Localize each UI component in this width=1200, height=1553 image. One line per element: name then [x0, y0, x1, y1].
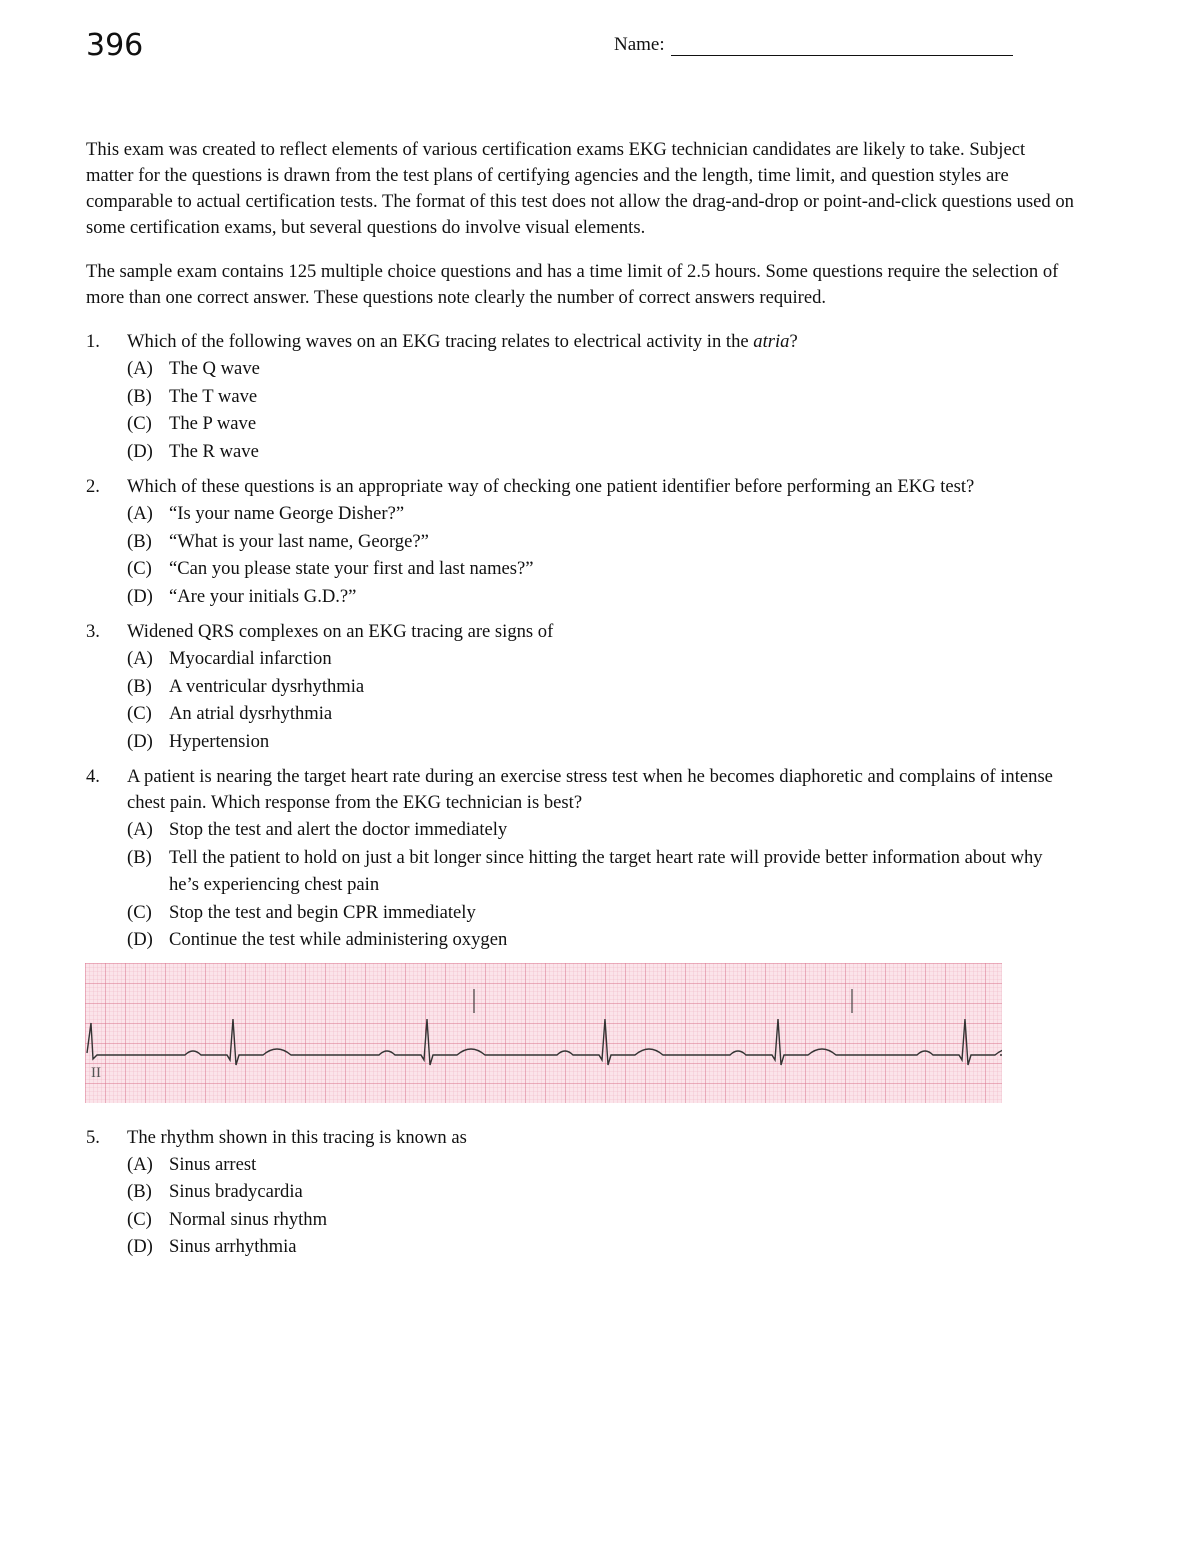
question-text: Which of the following waves on an EKG tracing relates to electrical activity in the atria?	[127, 331, 798, 352]
question-text: Widened QRS complexes on an EKG tracing are signs of	[127, 621, 554, 642]
answer-option[interactable]: (D) Sinus arrhythmia	[127, 1236, 297, 1257]
answer-option[interactable]: (B) Tell the patient to hold on just a bit longer since hitting the target heart rate will provide better information about why he’s experiencing chest pain	[127, 846, 1043, 895]
answer-option[interactable]: (C) The P wave	[127, 413, 257, 434]
answer-option[interactable]: (A) The Q wave	[127, 358, 260, 379]
answer-options	[127, 645, 1076, 755]
intro-section	[86, 137, 1076, 311]
intro-paragraph: This exam was created to reflect elements of various certification exams EKG technician candidates are likely to take. Subject matter for the questions is drawn from the test plans of certifying agencies and the length, time limit, and question styles are comparable to actual certification tests. The format of this test does not allow the drag-and-drop or point-and-click questions used on some certification exams, but several questions do involve visual elements.	[86, 139, 1074, 238]
answer-option[interactable]: (A) Sinus arrest	[127, 1153, 257, 1175]
question-4	[86, 764, 1076, 954]
answer-option[interactable]: (C) Stop the test and begin CPR immediately	[127, 901, 476, 923]
answer-option[interactable]: (B) “What is your last name, George?”	[127, 530, 429, 552]
answer-option[interactable]: (D) Continue the test while administering oxygen	[127, 929, 508, 950]
question-text: Which of these questions is an appropriate way of checking one patient identifier before performing an EKG test?	[127, 476, 975, 497]
answer-option[interactable]: (B) The T wave	[127, 385, 258, 407]
question-number: 2.	[86, 476, 100, 497]
answer-options	[127, 1151, 1076, 1261]
answer-option[interactable]: (A) Stop the test and alert the doctor immediately	[127, 819, 508, 840]
answer-option[interactable]: (A) “Is your name George Disher?”	[127, 503, 405, 524]
question-text: A patient is nearing the target heart rate during an exercise stress test when he becomes diaphoretic and complains of intense chest pain. Which response from the EKG technician is best?	[127, 766, 1053, 813]
ekg-tracing-image	[85, 963, 1002, 1103]
name-blank-line[interactable]	[671, 38, 1013, 56]
question-text: The rhythm shown in this tracing is known as	[127, 1126, 467, 1148]
ekg-strip	[85, 963, 1002, 1103]
answer-option[interactable]: (D) “Are your initials G.D.?”	[127, 585, 357, 607]
question-emphasis: atria	[753, 331, 790, 352]
question-number: 3.	[86, 621, 100, 642]
answer-option[interactable]: (B) A ventricular dysrhythmia	[127, 675, 365, 697]
name-label: Name:	[614, 34, 665, 55]
lead-label: II	[91, 1064, 101, 1081]
answer-option[interactable]: (C) Normal sinus rhythm	[127, 1208, 328, 1230]
answer-option[interactable]: (D) Hypertension	[127, 730, 270, 752]
intro-paragraph: The sample exam contains 125 multiple choice questions and has a time limit of 2.5 hours. Some questions require the selection of more than one correct answer. These questions note clearly the number of correct answers required.	[86, 261, 1059, 308]
answer-option[interactable]: (C) “Can you please state your first and last names?”	[127, 558, 534, 579]
question-number: 1.	[86, 331, 100, 352]
answer-option[interactable]: (C) An atrial dysrhythmia	[127, 703, 333, 724]
question-1	[86, 329, 1076, 465]
page-number: 396	[86, 28, 144, 63]
exam-content	[86, 137, 1076, 1270]
question-3	[86, 619, 1076, 755]
answer-option[interactable]: (B) Sinus bradycardia	[127, 1181, 303, 1202]
question-number: 5.	[86, 1126, 100, 1148]
name-field	[614, 34, 1013, 56]
answer-option[interactable]: (A) Myocardial infarction	[127, 648, 332, 669]
answer-options	[127, 355, 1076, 465]
question-5	[86, 1125, 1076, 1261]
answer-options	[127, 816, 1076, 954]
answer-options	[127, 500, 1076, 610]
question-number: 4.	[86, 766, 100, 787]
question-2	[86, 474, 1076, 610]
answer-option[interactable]: (D) The R wave	[127, 440, 259, 462]
